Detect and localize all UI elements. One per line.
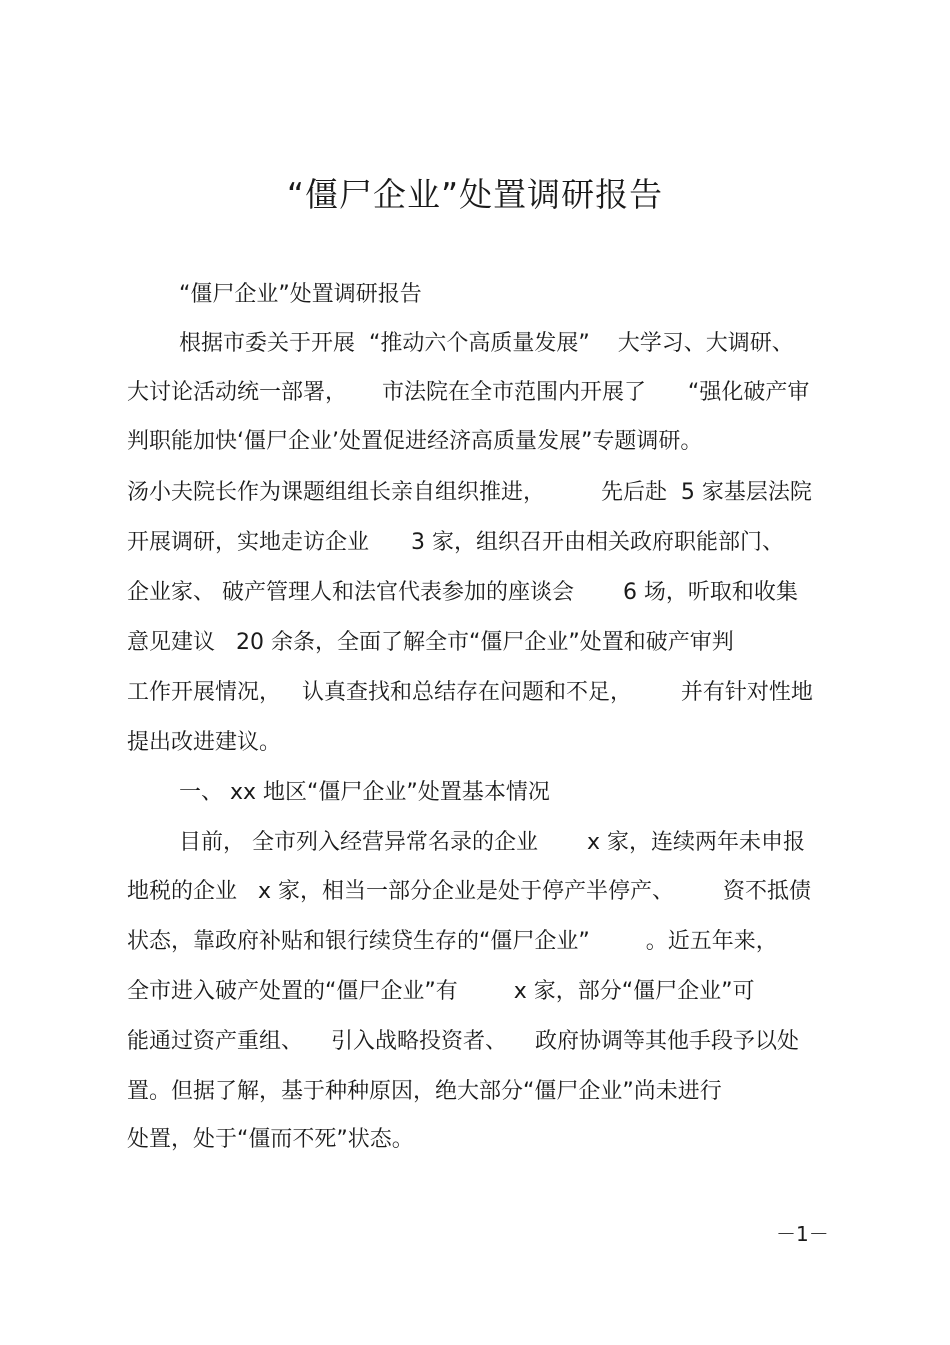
paragraph-line: 企业家、 破产管理人和法官代表参加的座谈会 6 场，听取和收集	[127, 580, 798, 605]
paragraph-line: 根据市委关于开展 “推动六个高质量发展” 大学习、大调研、	[179, 331, 794, 356]
document-title: “僵尸企业”处置调研报告	[286, 175, 664, 214]
paragraph-line: 目前， 全市列入经营异常名录的企业 x 家，连续两年未申报	[179, 830, 805, 855]
paragraph-line: 汤小夫院长作为课题组组长亲自组织推进， 先后赴 5 家基层法院	[127, 480, 812, 505]
paragraph-line: 工作开展情况， 认真查找和总结存在问题和不足， 并有针对性地	[127, 680, 813, 705]
paragraph-line: 能通过资产重组、 引入战略投资者、 政府协调等其他手段予以处	[127, 1029, 799, 1054]
paragraph-line: 判职能加快‘僵尸企业’处置促进经济高质量发展”专题调研。	[127, 429, 703, 454]
paragraph-line: 大讨论活动统一部署， 市法院在全市范围内开展了 “强化破产审	[127, 380, 810, 405]
paragraph-line: 置。但据了解，基于种种原因，绝大部分“僵尸企业”尚未进行	[127, 1079, 722, 1104]
paragraph-line: 处置，处于“僵而不死”状态。	[127, 1127, 414, 1152]
paragraph-line: 开展调研，实地走访企业 3 家，组织召开由相关政府职能部门、	[127, 530, 784, 555]
paragraph-line: 意见建议 20 余条，全面了解全市“僵尸企业”处置和破产审判	[127, 630, 734, 655]
paragraph-line: 地税的企业 x 家，相当一部分企业是处于停产半停产、 资不抵债	[127, 879, 811, 904]
paragraph-line: 全市进入破产处置的“僵尸企业”有 x 家，部分“僵尸企业”可	[127, 979, 755, 1004]
subtitle-line: “僵尸企业”处置调研报告	[179, 282, 422, 307]
section-heading: 一、 xx 地区“僵尸企业”处置基本情况	[179, 780, 550, 805]
paragraph-line: 状态，靠政府补贴和银行续贷生存的“僵尸企业” 。近五年来，	[127, 929, 778, 954]
page-number: －1－	[776, 1222, 829, 1246]
paragraph-line: 提出改进建议。	[127, 730, 282, 755]
